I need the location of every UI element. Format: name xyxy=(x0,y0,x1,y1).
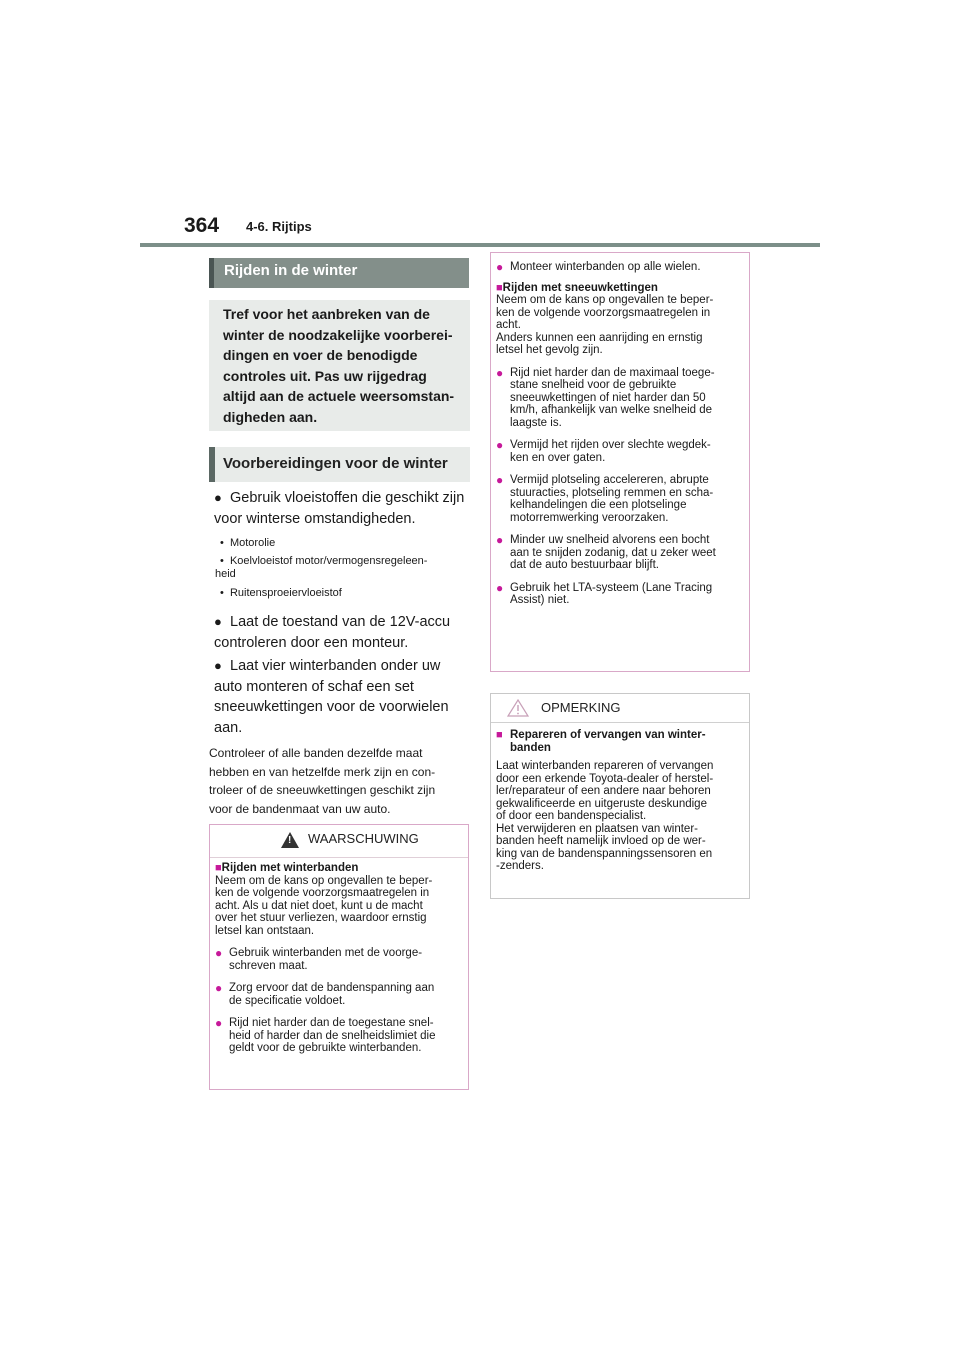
bullet-dot-icon: ● xyxy=(496,365,504,380)
page-number: 364 xyxy=(184,214,220,237)
note-box xyxy=(490,693,750,899)
square-bullet-icon: ■ xyxy=(215,862,222,874)
subsection-heading: Voorbereidingen voor de winter xyxy=(209,447,470,482)
bullet-dot-icon: ● xyxy=(215,1016,223,1030)
list-item: • Motorolie xyxy=(220,537,276,549)
bullet-dot-icon: ● xyxy=(214,490,222,505)
bullet-dot-icon: ● xyxy=(214,658,222,673)
fluid-list xyxy=(215,537,470,605)
list-item: • Ruitensproeiervloeistof xyxy=(220,587,342,599)
list-item: ● Vermijd plotseling accelereren, abrupte stuuracties, plotseling remmen en scha- kelhandelingen die een plotselinge motorremwerking veroorzaken. xyxy=(496,473,714,524)
section-title: 4-6. Rijtips xyxy=(246,219,312,234)
intro-line: digheden aan. xyxy=(223,408,318,425)
list-item: ● Vermijd het rijden over slechte wegdek- ken en over gaten. xyxy=(496,438,711,464)
warning-subhead: Rijden met winterbanden xyxy=(221,862,359,874)
warning-continuation-box xyxy=(490,252,750,672)
intro-line: Tref voor het aanbreken van de xyxy=(223,306,430,322)
list-item: ● Zorg ervoor dat de bandenspanning aan de specificatie voldoet. xyxy=(215,981,435,1007)
bullet-dot-icon: ● xyxy=(496,580,504,595)
list-item: • Koelvloeistof motor/vermogensregeleen- xyxy=(220,555,428,567)
bullet-dot-icon: ● xyxy=(496,473,504,487)
list-item: ● Gebruik winterbanden met de voorge- schreven maat. xyxy=(215,946,423,972)
body-paragraph: Controleer of alle banden dezelfde maat hebben en van hetzelfde merk zijn en con- troleer of de sneeuwkettingen geschikt zijn voor de bandenmaat van uw auto. xyxy=(209,746,436,816)
list-item: ● Rijd niet harder dan de maximaal toege- stane snelheid voor de gebruikte sneeuwkettingen of niet harder dan 50 km/h, afhankelijk van welke snelheid de laagste is. xyxy=(496,365,715,429)
intro-line: controles uit. Pas uw rijgedrag xyxy=(223,367,427,384)
section-heading: Rijden in de winter xyxy=(209,258,469,288)
warning-label: WAARSCHUWING xyxy=(308,831,419,846)
bullet-item: ● Laat vier winterbanden onder uw auto monteren of schaf een set sneeuwkettingen voor de voorwielen aan. xyxy=(214,658,449,736)
warning-header xyxy=(210,825,468,858)
square-bullet-icon: ■ xyxy=(496,729,503,741)
bullet-dot-icon: ● xyxy=(496,533,504,547)
warning-box xyxy=(209,824,469,1090)
square-bullet-icon: ■ xyxy=(496,281,503,294)
list-item: ● Rijd niet harder dan de toegestane snel- heid of harder dan de snelheidslimiet die geldt voor de gebruikte winterbanden. xyxy=(215,1016,436,1054)
list-item: ● Gebruik het LTA-systeem (Lane Tracing Assist) niet. xyxy=(496,580,713,606)
list-item: ● Monteer winterbanden op alle wielen. xyxy=(496,260,701,274)
intro-line: winter de noodzakelijke voorberei- xyxy=(223,326,453,343)
bullet-item: ● Gebruik vloeistoffen die geschikt zijn voor winterse omstandigheden. xyxy=(214,490,465,527)
list-item-continued: heid xyxy=(215,568,236,580)
list-item: ● Minder uw snelheid alvorens een bocht aan te snijden zodanig, dat u zeker weet dat de auto bestuurbaar blijft. xyxy=(496,533,716,571)
exclamation-icon: ! xyxy=(288,835,292,846)
intro-line: dingen en voer de benodigde xyxy=(223,347,418,363)
note-body: ■ Repareren of vervangen van winter- banden Laat winterbanden repareren of vervangen door een erkende Toyota-dealer of herstel- ler/reparateur of een andere naar behoren gekwalificeerde en uitgeruste deskundige of door een bandenspecialist. Het verwijderen en plaatsen van winter- banden heeft namelijk invloed op de wer- king van de bandenspanningssensoren en -zenders. xyxy=(491,723,749,873)
bullet-dot-icon: ● xyxy=(496,260,504,274)
bullet-dot-icon: ● xyxy=(496,438,504,452)
bullet-dot-icon: ● xyxy=(214,614,222,629)
warning-continuation-body: ● Monteer winterbanden op alle wielen. ■Rijden met sneeuwkettingen Neem om de kans op ongevallen te beper- ken de volgende voorzorgsmaatregelen in acht. Anders kunnen een aanrijding en ernstig letsel het gevolg zijn. ● Rijd niet harder dan de maximaal toege- stane snelheid voor de gebruikte sneeuwkettingen of niet harder dan 50 km/h, afhankelijk van welke snelheid de laagste is. ● Vermijd het rijden over slechte wegdek- ken en over gaten. ● Vermijd plotseling accelereren, abrupte stuuracties, plotseling remmen en scha- kelhandelingen die een plotselinge motorremwerking veroorzaken. ● Minder uw snelheid alvorens een bocht aan te snijden zodanig, dat u zeker weet dat de auto bestuurbaar blijft. ● Gebruik het LTA-systeem (Lane Tracing Assist) niet. xyxy=(491,253,749,607)
note-label: OPMERKING xyxy=(541,700,621,715)
chains-subhead: Rijden met sneeuwkettingen xyxy=(502,281,658,294)
bullet-dot-icon: ● xyxy=(215,981,223,995)
intro-line: altijd aan de actuele weersomstan- xyxy=(223,388,455,404)
caution-triangle-icon xyxy=(507,699,529,717)
bullet-dot-icon: ● xyxy=(215,946,223,960)
note-header xyxy=(491,694,749,723)
bullet-item: ● Laat de toestand van de 12V-accu controleren door een monteur. xyxy=(214,614,451,651)
intro-box xyxy=(209,300,470,431)
header-divider xyxy=(140,243,820,247)
note-subhead: Repareren of vervangen van winter- xyxy=(510,729,706,741)
warning-body: ■Rijden met winterbanden Neem om de kans op ongevallen te beper- ken de volgende voorzorgsmaatregelen in acht. Als u dat niet doet, kunt u de macht over het stuur verliezen, waardoor ernstig letsel kan ontstaan. ● Gebruik winterbanden met de voorge- schreven maat. ● Zorg ervoor dat de bandenspanning aan de specificatie voldoet. ● Rijd niet harder dan de toegestane snel- heid of harder dan de snelheidslimiet die geldt voor de gebruikte winterbanden. xyxy=(210,858,468,1055)
